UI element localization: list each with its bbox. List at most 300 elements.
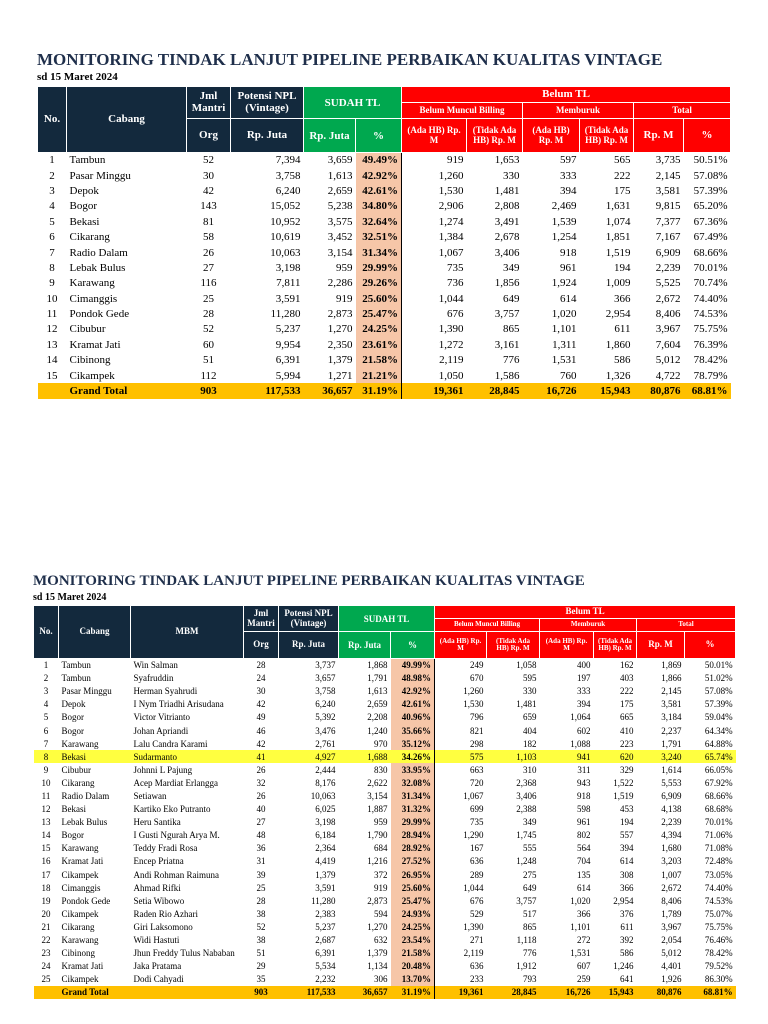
header-total: Total: [634, 103, 731, 119]
cell-potensi: 4,927: [279, 750, 339, 763]
cell-sudah-rp: 959: [374, 817, 388, 828]
cell-ada-hb: 821: [435, 724, 487, 737]
cell-sudah-rp: 2,622: [367, 777, 388, 788]
cell-memburuk-ada-hb: 1,531: [570, 948, 591, 959]
cell-total-rp: 3,735: [655, 154, 681, 167]
cell-mbm: Lalu Candra Karami: [133, 738, 208, 749]
cell-memburuk-ada-hb: 597: [560, 154, 577, 167]
cell-tidak-ada-hb: 349: [503, 261, 520, 274]
header-memburuk-ada-hb: (Ada HB) Rp. M: [540, 632, 594, 659]
cell-no: 2: [49, 169, 55, 182]
cell-jml-mantri: 46: [256, 725, 266, 736]
cell-tidak-ada-hb: 275: [523, 869, 537, 880]
cell-no: 22: [41, 935, 51, 946]
cell-total-rp: 1,791: [661, 738, 682, 749]
cell-total-pct: 57.08%: [704, 686, 733, 697]
cell-potensi: 4,419: [315, 856, 336, 867]
cell-jml-mantri: 42: [256, 738, 266, 749]
cell-memburuk-tidak-ada-hb: 329: [620, 764, 634, 775]
table-row: [38, 353, 731, 368]
cell-mbm: Widi Hastuti: [133, 935, 180, 946]
grand-total-rp: 80,876: [637, 986, 685, 999]
table-row: [38, 229, 731, 244]
grand-ada-hb: 19,361: [402, 383, 467, 398]
cell-no: 4: [49, 200, 55, 213]
cell-potensi: 11,280: [270, 308, 301, 321]
cell-memburuk-ada-hb: 1,531: [551, 354, 577, 367]
cell-memburuk-ada-hb: 1,064: [570, 712, 591, 723]
table-row: [38, 168, 731, 183]
cell-tidak-ada-hb: 649: [503, 292, 520, 305]
cell-potensi: 1,379: [315, 869, 336, 880]
cell-memburuk-tidak-ada-hb: 1,522: [613, 777, 634, 788]
cell-total-pct: 75.75%: [704, 921, 733, 932]
cell-cabang: Pondok Gede: [61, 895, 111, 906]
cell-potensi: 3,476: [315, 725, 336, 736]
cell-memburuk-ada-hb: 614: [560, 292, 577, 305]
cell-cabang: Tambun: [61, 660, 91, 671]
cell-sudah-rp: 919: [336, 292, 353, 305]
cell-cabang: Lebak Bulus: [61, 817, 108, 828]
table-row: [38, 153, 731, 168]
cell-sudah-pct: 42.92%: [356, 168, 402, 183]
header-potensi-npl: Potensi NPL (Vintage): [279, 606, 339, 632]
cell-no: 7: [43, 738, 49, 749]
cell-memburuk-tidak-ada-hb: 620: [594, 750, 637, 763]
header-org: Org: [244, 632, 279, 659]
cell-total-pct: 64.88%: [704, 738, 733, 749]
cell-sudah-pct: 25.47%: [356, 306, 402, 321]
cell-jml-mantri: 24: [256, 673, 266, 684]
cell-mbm: I Gusti Ngurah Arya M.: [133, 830, 220, 841]
cell-cabang: Bekasi: [69, 215, 100, 228]
cell-total-pct: 70.01%: [704, 817, 733, 828]
cell-sudah-pct: 20.48%: [391, 960, 435, 973]
cell-total-pct: 59.04%: [704, 712, 733, 723]
cell-jml-mantri: 30: [256, 686, 266, 697]
cell-memburuk-ada-hb: 607: [577, 961, 591, 972]
cell-memburuk-tidak-ada-hb: 1,519: [613, 790, 634, 801]
cell-memburuk-ada-hb: 802: [577, 830, 591, 841]
table-row: [34, 724, 736, 737]
cell-mbm: I Nym Triadhi Arisudana: [133, 699, 224, 710]
header-sudah-pct: %: [356, 119, 402, 153]
cell-memburuk-ada-hb: 2,469: [551, 200, 577, 213]
bottom-monitoring-table: [33, 605, 736, 999]
cell-ada-hb: 699: [435, 803, 487, 816]
table-row: [38, 322, 731, 337]
cell-ada-hb: 1,274: [402, 214, 467, 229]
cell-jml-mantri: 51: [256, 948, 266, 959]
cell-total-rp: 2,239: [661, 817, 682, 828]
cell-potensi: 2,687: [315, 935, 336, 946]
cell-jml-mantri: 41: [244, 750, 279, 763]
cell-memburuk-ada-hb: 333: [577, 686, 591, 697]
cell-mbm: Jhun Freddy Tulus Nababan: [133, 948, 235, 959]
cell-total-rp: 1,680: [661, 843, 682, 854]
cell-cabang: Bekasi: [59, 750, 131, 763]
cell-no: 16: [41, 856, 51, 867]
cell-mbm: Heru Santika: [133, 817, 181, 828]
cell-tidak-ada-hb: 555: [523, 843, 537, 854]
cell-memburuk-tidak-ada-hb: 557: [620, 830, 634, 841]
cell-cabang: Depok: [69, 184, 99, 197]
cell-jml-mantri: 51: [203, 354, 214, 367]
header-memburuk-tidak-ada-hb: (Tidak Ada HB) Rp. M: [594, 632, 637, 659]
grand-blank: [38, 383, 67, 398]
cell-cabang: Tambun: [69, 154, 106, 167]
cell-ada-hb: 1,044: [435, 881, 487, 894]
cell-cabang: Pasar Minggu: [69, 169, 131, 182]
cell-total-pct: 65.20%: [693, 200, 728, 213]
cell-memburuk-ada-hb: 394: [577, 699, 591, 710]
cell-total-rp: 3,967: [661, 921, 682, 932]
cell-tidak-ada-hb: 404: [523, 725, 537, 736]
cell-total-pct: 65.74%: [685, 750, 736, 763]
cell-potensi: 6,184: [315, 830, 336, 841]
cell-sudah-pct: 31.34%: [391, 789, 435, 802]
cell-mbm: Sudarmanto: [131, 750, 244, 763]
cell-sudah-rp: 1,270: [367, 921, 388, 932]
cell-sudah-pct: 28.94%: [391, 829, 435, 842]
cell-tidak-ada-hb: 865: [503, 323, 520, 336]
cell-no: 13: [41, 817, 51, 828]
cell-ada-hb: 298: [435, 737, 487, 750]
cell-memburuk-tidak-ada-hb: 1,851: [605, 231, 631, 244]
grand-memburuk-tidak-ada-hb: 15,943: [594, 986, 637, 999]
cell-memburuk-tidak-ada-hb: 641: [620, 974, 634, 985]
cell-no: 6: [49, 231, 55, 244]
cell-potensi: 3,758: [315, 686, 336, 697]
cell-memburuk-ada-hb: 760: [560, 369, 577, 382]
grand-sudah-rp: 36,657: [339, 986, 391, 999]
cell-tidak-ada-hb: 517: [523, 908, 537, 919]
cell-tidak-ada-hb: 1,118: [516, 935, 537, 946]
grand-tidak-ada-hb: 28,845: [487, 986, 540, 999]
cell-memburuk-ada-hb: 1,101: [570, 921, 591, 932]
cell-sudah-pct: 21.21%: [356, 368, 402, 383]
cell-tidak-ada-hb: 310: [523, 764, 537, 775]
cell-potensi: 2,444: [315, 764, 336, 775]
cell-total-rp: 4,138: [661, 804, 682, 815]
cell-ada-hb: 575: [435, 750, 487, 763]
cell-no: 3: [43, 686, 49, 697]
cell-memburuk-tidak-ada-hb: 366: [620, 882, 634, 893]
header-sudah-rp-juta: Rp. Juta: [339, 632, 391, 659]
cell-sudah-pct: 28.92%: [391, 842, 435, 855]
cell-jml-mantri: 36: [256, 843, 266, 854]
cell-jml-mantri: 27: [203, 261, 214, 274]
cell-total-rp: 1,866: [661, 673, 682, 684]
cell-cabang: Cibinong: [61, 948, 96, 959]
cell-ada-hb: 1,530: [402, 183, 467, 198]
header-belum-tl: Belum TL: [402, 87, 731, 103]
cell-no: 6: [43, 725, 49, 736]
cell-ada-hb: 1,272: [402, 337, 467, 352]
top-monitoring-table: [37, 86, 731, 399]
cell-no: 4: [43, 699, 49, 710]
cell-tidak-ada-hb: 2,678: [494, 231, 520, 244]
cell-memburuk-ada-hb: 366: [577, 908, 591, 919]
cell-memburuk-ada-hb: 1,311: [552, 338, 577, 351]
table-row: [38, 276, 731, 291]
cell-ada-hb: 2,119: [402, 353, 467, 368]
grand-total-rp: 80,876: [634, 383, 684, 398]
cell-memburuk-ada-hb: 1,101: [551, 323, 577, 336]
grand-total-pct: 68.81%: [685, 986, 736, 999]
cell-no: 5: [43, 712, 49, 723]
cell-total-rp: 2,145: [661, 686, 682, 697]
cell-ada-hb: 1,290: [435, 829, 487, 842]
cell-no: 3: [49, 184, 55, 197]
cell-sudah-rp: 1,270: [327, 323, 353, 336]
cell-sudah-pct: 42.61%: [391, 698, 435, 711]
table-row: [34, 789, 736, 802]
table-row: [34, 776, 736, 789]
cell-cabang: Bogor: [61, 725, 84, 736]
cell-memburuk-ada-hb: 272: [577, 935, 591, 946]
table-row: [34, 947, 736, 960]
cell-potensi: 2,364: [315, 843, 336, 854]
cell-memburuk-tidak-ada-hb: 392: [620, 935, 634, 946]
table-row: [34, 960, 736, 973]
cell-jml-mantri: 52: [203, 154, 214, 167]
cell-total-rp: 8,406: [661, 895, 682, 906]
cell-ada-hb: 796: [435, 711, 487, 724]
cell-total-pct: 79.52%: [704, 961, 733, 972]
cell-sudah-rp: 830: [374, 764, 388, 775]
cell-total-pct: 74.53%: [693, 308, 728, 321]
cell-jml-mantri: 32: [256, 777, 266, 788]
cell-jml-mantri: 39: [256, 869, 266, 880]
cell-ada-hb: 249: [435, 659, 487, 672]
cell-no: 13: [46, 338, 58, 351]
cell-total-rp: 2,145: [655, 169, 681, 182]
cell-ada-hb: 2,119: [435, 947, 487, 960]
cell-total-rp: 1,789: [661, 908, 682, 919]
cell-tidak-ada-hb: 649: [523, 882, 537, 893]
cell-memburuk-tidak-ada-hb: 665: [620, 712, 634, 723]
cell-ada-hb: 271: [435, 933, 487, 946]
cell-jml-mantri: 26: [256, 790, 266, 801]
cell-memburuk-ada-hb: 311: [577, 764, 591, 775]
table-row: [38, 291, 731, 306]
cell-memburuk-ada-hb: 394: [560, 184, 577, 197]
cell-sudah-rp: 1,613: [367, 686, 388, 697]
cell-sudah-rp: 2,873: [327, 308, 353, 321]
cell-jml-mantri: 27: [256, 817, 266, 828]
cell-cabang: Pasar Minggu: [61, 686, 112, 697]
cell-potensi: 3,591: [275, 292, 301, 305]
grand-ada-hb: 19,361: [435, 986, 487, 999]
table-row: [38, 337, 731, 352]
cell-potensi: 10,063: [270, 246, 301, 259]
cell-tidak-ada-hb: 1,912: [516, 961, 537, 972]
cell-mbm: Syafruddin: [133, 673, 174, 684]
cell-memburuk-ada-hb: 1,020: [570, 895, 591, 906]
cell-total-rp: 7,377: [655, 215, 681, 228]
header-memburuk: Memburuk: [523, 103, 634, 119]
cell-total-rp: 8,406: [655, 308, 681, 321]
header-tidak-ada-hb: (Tidak Ada HB) Rp. M: [467, 119, 523, 153]
header-sudah-tl: SUDAH TL: [304, 87, 402, 119]
cell-total-pct: 71.06%: [704, 830, 733, 841]
cell-cabang: Cimanggis: [61, 882, 101, 893]
cell-memburuk-tidak-ada-hb: 308: [620, 869, 634, 880]
table-row: [34, 659, 736, 672]
cell-total-pct: 66.05%: [704, 764, 733, 775]
cell-memburuk-tidak-ada-hb: 2,954: [613, 895, 634, 906]
cell-no: 11: [46, 308, 58, 321]
header-memburuk: Memburuk: [540, 619, 637, 632]
cell-cabang: Bogor: [69, 200, 97, 213]
cell-mbm: Johnni L Pajung: [133, 764, 193, 775]
cell-tidak-ada-hb: 3,491: [494, 215, 520, 228]
table-row: [38, 183, 731, 198]
cell-potensi: 6,240: [275, 184, 301, 197]
cell-potensi: 3,737: [315, 660, 336, 671]
cell-memburuk-tidak-ada-hb: 410: [620, 725, 634, 736]
cell-sudah-rp: 2,873: [367, 895, 388, 906]
cell-total-pct: 68.68%: [704, 804, 733, 815]
cell-ada-hb: 1,067: [435, 789, 487, 802]
bottom-report-title: MONITORING TINDAK LANJUT PIPELINE PERBAIKAN KUALITAS VINTAGE: [33, 573, 585, 589]
cell-no: 15: [41, 843, 51, 854]
cell-total-rp: 3,581: [661, 699, 682, 710]
cell-potensi: 5,237: [315, 921, 336, 932]
cell-no: 7: [49, 246, 55, 259]
cell-sudah-rp: 970: [374, 738, 388, 749]
cell-cabang: Cikampek: [61, 908, 99, 919]
cell-potensi: 5,392: [315, 712, 336, 723]
cell-sudah-rp: 2,659: [327, 184, 353, 197]
cell-total-pct: 70.74%: [693, 277, 728, 290]
table-row: [38, 245, 731, 260]
cell-memburuk-ada-hb: 1,924: [551, 277, 577, 290]
cell-sudah-rp: 306: [374, 974, 388, 985]
cell-sudah-rp: 632: [374, 935, 388, 946]
cell-cabang: Tambun: [61, 673, 91, 684]
cell-sudah-rp: 684: [374, 843, 388, 854]
cell-total-pct: 78.42%: [693, 354, 728, 367]
cell-memburuk-tidak-ada-hb: 1,860: [605, 338, 631, 351]
cell-tidak-ada-hb: 1,586: [494, 369, 520, 382]
cell-ada-hb: 1,260: [435, 685, 487, 698]
header-jml-mantri: Jml Mantri: [187, 87, 231, 119]
cell-memburuk-tidak-ada-hb: 453: [620, 804, 634, 815]
cell-memburuk-tidak-ada-hb: 1,631: [605, 200, 631, 213]
cell-memburuk-ada-hb: 598: [577, 804, 591, 815]
cell-total-rp: 2,239: [655, 261, 681, 274]
cell-mbm: Johan Apriandi: [133, 725, 189, 736]
grand-potensi: 117,533: [231, 383, 304, 398]
cell-sudah-pct: 24.25%: [391, 920, 435, 933]
cell-sudah-pct: 31.34%: [356, 245, 402, 260]
cell-total-pct: 50.01%: [704, 660, 733, 671]
cell-tidak-ada-hb: 595: [523, 673, 537, 684]
cell-sudah-rp: 1,379: [327, 354, 353, 367]
cell-memburuk-tidak-ada-hb: 565: [614, 154, 631, 167]
cell-total-pct: 51.02%: [704, 673, 733, 684]
cell-memburuk-tidak-ada-hb: 403: [620, 673, 634, 684]
cell-total-rp: 4,394: [661, 830, 682, 841]
cell-total-rp: 1,869: [661, 660, 682, 671]
cell-cabang: Cibubur: [69, 323, 106, 336]
cell-memburuk-tidak-ada-hb: 614: [620, 856, 634, 867]
cell-memburuk-ada-hb: 961: [560, 261, 577, 274]
cell-sudah-rp: 2,659: [367, 699, 388, 710]
cell-cabang: Cibinong: [69, 354, 111, 367]
cell-potensi: 3,657: [315, 673, 336, 684]
cell-total-rp: 5,525: [655, 277, 681, 290]
cell-cabang: Cikarang: [69, 231, 110, 244]
cell-tidak-ada-hb: 2,388: [516, 804, 537, 815]
header-ada-hb: (Ada HB) Rp. M: [402, 119, 467, 153]
cell-potensi: 3,758: [275, 169, 301, 182]
cell-memburuk-tidak-ada-hb: 1,246: [613, 961, 634, 972]
table-row: [38, 199, 731, 214]
cell-jml-mantri: 25: [203, 292, 214, 305]
cell-no: 11: [41, 790, 51, 801]
cell-cabang: Cikampek: [61, 974, 99, 985]
cell-memburuk-ada-hb: 400: [577, 660, 591, 671]
cell-ada-hb: 720: [435, 776, 487, 789]
cell-tidak-ada-hb: 659: [523, 712, 537, 723]
cell-mbm: Kartiko Eko Putranto: [133, 804, 211, 815]
cell-memburuk-tidak-ada-hb: 222: [620, 686, 634, 697]
cell-sudah-pct: 49.49%: [356, 153, 402, 168]
cell-memburuk-tidak-ada-hb: 223: [620, 738, 634, 749]
cell-no: 18: [41, 882, 51, 893]
cell-cabang: Bekasi: [61, 804, 86, 815]
cell-no: 10: [46, 292, 58, 305]
cell-potensi: 3,198: [315, 817, 336, 828]
grand-potensi: 117,533: [279, 986, 339, 999]
cell-total-pct: 50.51%: [693, 154, 728, 167]
cell-memburuk-tidak-ada-hb: 1,519: [605, 246, 631, 259]
cell-total-pct: 67.36%: [693, 215, 728, 228]
cell-sudah-pct: 35.66%: [391, 724, 435, 737]
table-row: [34, 672, 736, 685]
header-belum-tl: Belum TL: [435, 606, 736, 619]
cell-memburuk-tidak-ada-hb: 2,954: [605, 308, 631, 321]
cell-total-rp: 9,815: [655, 200, 681, 213]
cell-ada-hb: 663: [435, 763, 487, 776]
cell-sudah-rp: 1,868: [367, 660, 388, 671]
cell-ada-hb: 636: [435, 855, 487, 868]
cell-memburuk-ada-hb: 1,539: [551, 215, 577, 228]
cell-ada-hb: 1,050: [402, 368, 467, 383]
grand-sudah-pct: 31.19%: [391, 986, 435, 999]
cell-total-rp: 4,722: [655, 369, 681, 382]
cell-mbm: Herman Syahrudi: [133, 686, 198, 697]
cell-tidak-ada-hb: 865: [523, 921, 537, 932]
cell-cabang: Cikarang: [61, 921, 95, 932]
cell-total-rp: 1,614: [661, 764, 682, 775]
cell-memburuk-ada-hb: 333: [560, 169, 577, 182]
cell-sudah-rp: 1,379: [367, 948, 388, 959]
cell-jml-mantri: 31: [256, 856, 266, 867]
cell-cabang: Cikarang: [61, 777, 95, 788]
table-row: [34, 803, 736, 816]
cell-memburuk-ada-hb: 961: [577, 817, 591, 828]
cell-sudah-rp: 1,271: [327, 369, 353, 382]
cell-memburuk-ada-hb: 1,254: [551, 231, 577, 244]
cell-no: 14: [41, 830, 51, 841]
table-row: [34, 763, 736, 776]
grand-memburuk-ada-hb: 16,726: [540, 986, 594, 999]
cell-sudah-pct: 24.25%: [356, 322, 402, 337]
